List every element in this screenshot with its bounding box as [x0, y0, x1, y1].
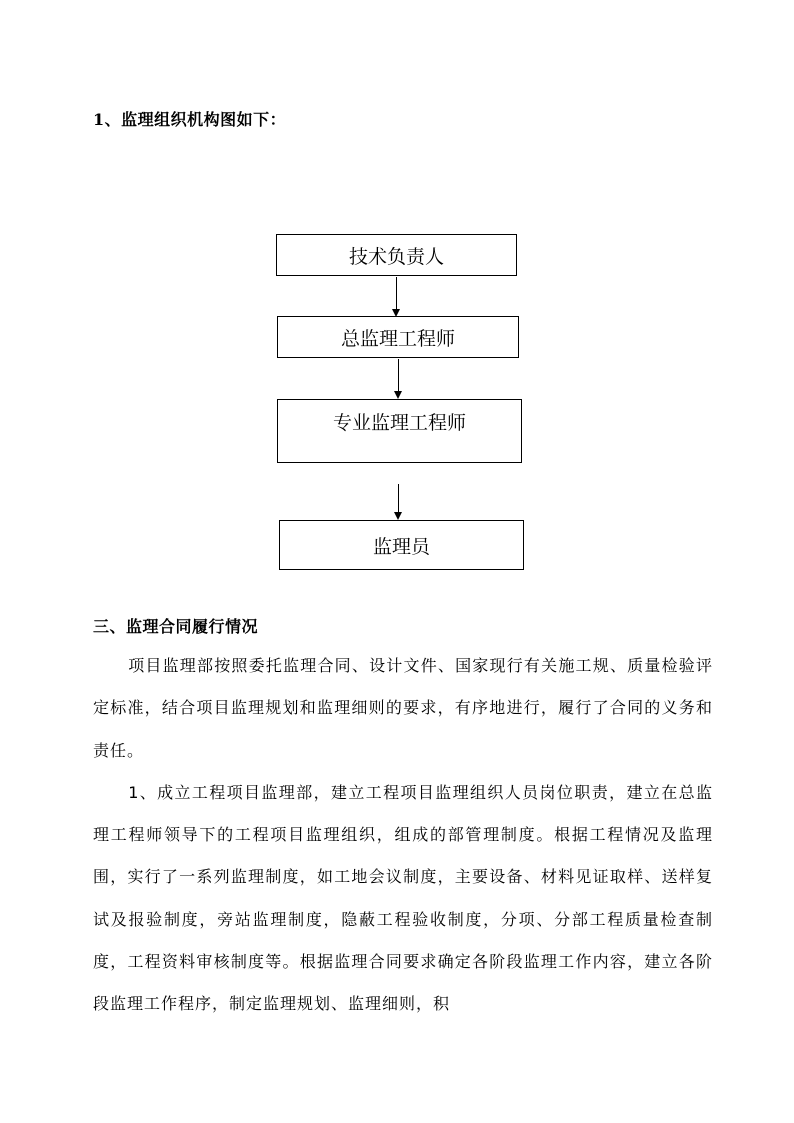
org-node-label: 总监理工程师 [340, 327, 455, 350]
arrow-down-icon [390, 277, 402, 317]
arrow-down-icon [392, 484, 404, 520]
org-node-label: 技术负责人 [348, 245, 444, 268]
body-text [93, 645, 713, 1026]
section-heading-org-chart: 1、监理组织机构图如下： [93, 110, 287, 129]
paragraph: 1、成立工程项目监理部，建立工程项目监理组织人员岗位职责，建立在总监理工程师领导下的工程项目监理组织，组成的部管理制度。根据工程情况及监理围，实行了一系列监理制度，如工地会议制度，主要设备、材料见证取样、送样复试及报验制度，旁站监理制度，隐蔽工程验收制度，分项、分部工程质量检查制度，工程资料审核制度等。根据监理合同要求确定各阶段监理工作内容，建立各阶段监理工作程序，制定监理规划、监理细则，积 [93, 782, 713, 1014]
org-node-technical-lead [276, 234, 517, 276]
org-node-specialist-supervisor [277, 399, 522, 463]
paragraph: 项目监理部按照委托监理合同、设计文件、国家现行有关施工规、质量检验评定标准，结合项目监理规划和监理细则的要求，有序地进行，履行了合同的义务和责任。 [93, 656, 713, 760]
arrow-down-icon [392, 359, 404, 399]
section-heading-contract-performance: 三、监理合同履行情况 [93, 617, 259, 636]
org-node-chief-supervisor [277, 316, 519, 358]
org-node-label: 专业监理工程师 [332, 412, 466, 434]
org-node-label: 监理员 [372, 535, 430, 558]
org-node-supervisor [279, 520, 524, 570]
